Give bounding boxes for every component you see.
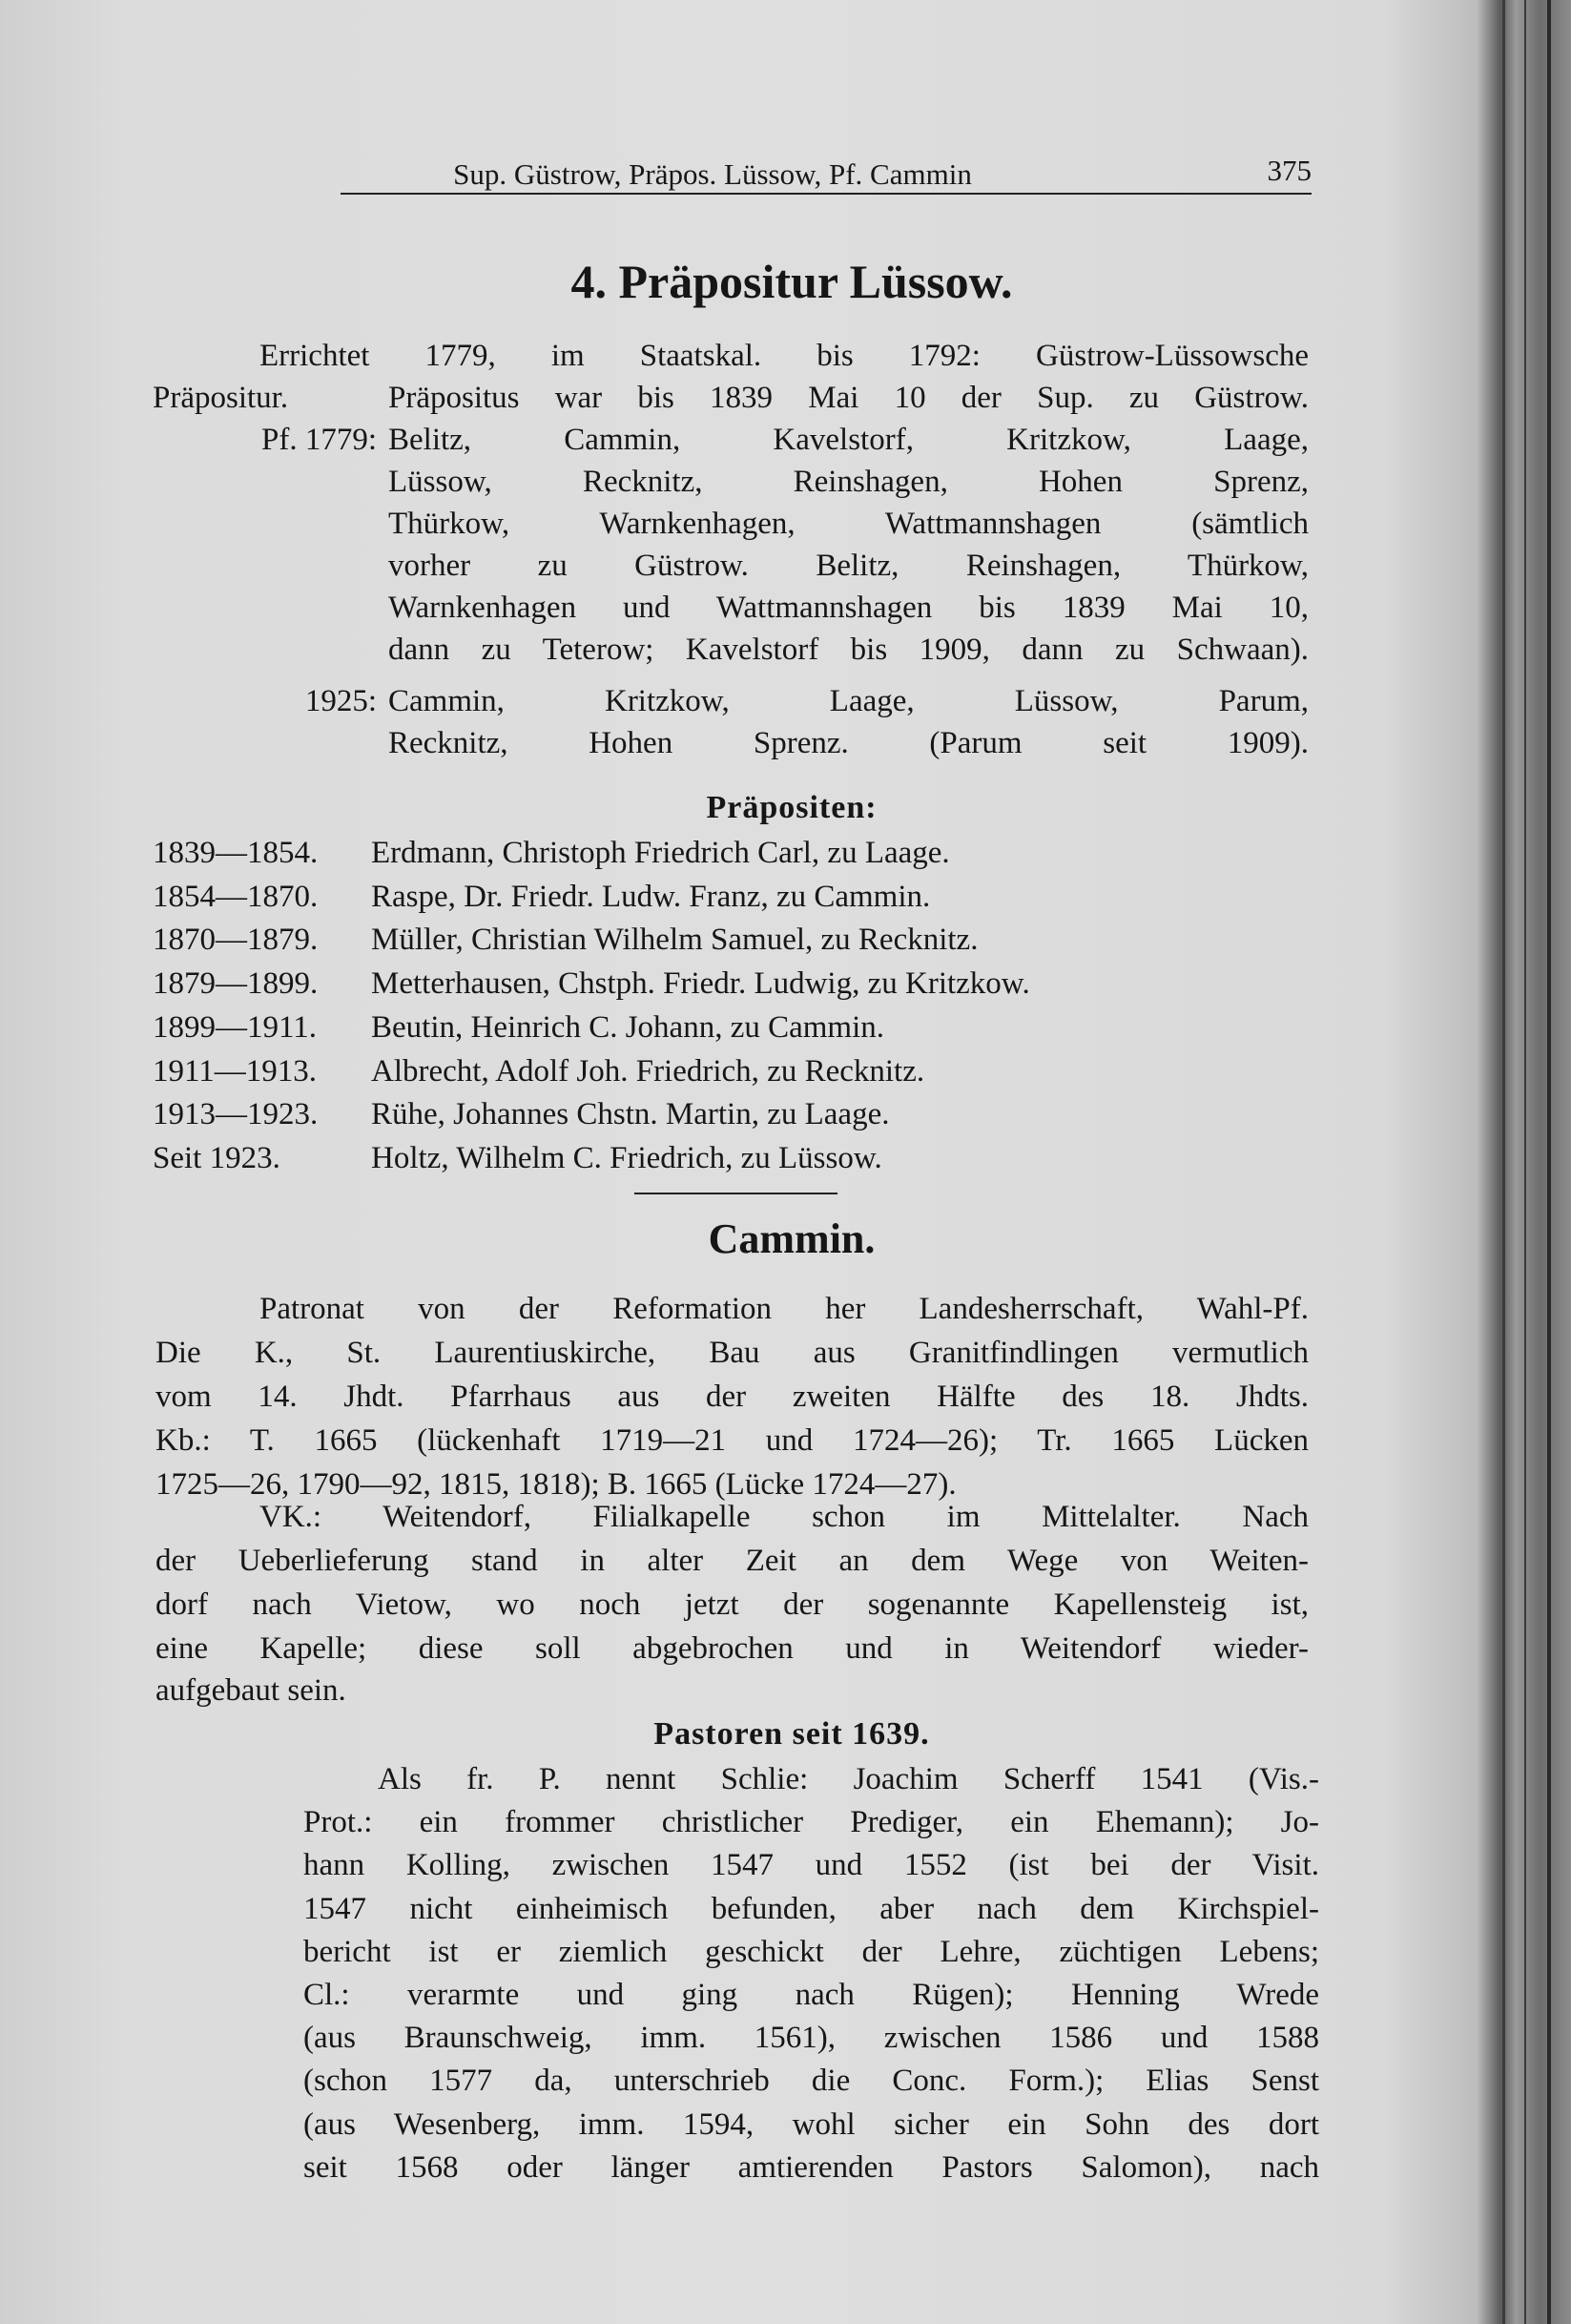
page-number: 375 — [1267, 154, 1312, 187]
label-1925: 1925: — [304, 684, 377, 718]
binding-edge — [1502, 0, 1505, 2324]
praepositen-heading: Präpositen: — [706, 790, 878, 825]
intro-line: Recknitz, Hohen Sprenz. (Parum seit 1909). — [388, 726, 1309, 760]
pastoren-text-line: Cl.: verarmte und ging nach Rügen); Henning Wrede — [303, 1978, 1319, 2012]
pastoren-text-line: (aus Braunschweig, imm. 1561), zwischen 1586 und 1588 — [303, 2021, 1319, 2056]
label-praepositur: Präpositur. — [153, 381, 289, 415]
label-pf-1779: Pf. 1779: — [260, 423, 377, 457]
praepositus-name: Albrecht, Adolf Joh. Friedrich, zu Recknitz. — [371, 1053, 925, 1089]
cammin-text-line: der Ueberlieferung stand in alter Zeit an dem Wege von Weiten- — [155, 1544, 1309, 1578]
praepositus-years: 1870—1879. — [153, 923, 319, 958]
praepositus-name: Erdmann, Christoph Friedrich Carl, zu Laage. — [371, 836, 950, 870]
cammin-text-line: Die K., St. Laurentiuskirche, Bau aus Granitfindlingen vermutlich — [155, 1336, 1309, 1370]
pastoren-text-line: hann Kolling, zwischen 1547 und 1552 (ist bei der Visit. — [303, 1848, 1319, 1883]
intro-line: Errichtet 1779, im Staatskal. bis 1792: Güstrow-Lüssowsche — [259, 339, 1309, 373]
pastoren-text-line: (schon 1577 da, unterschrieb die Conc. Form.); Elias Senst — [303, 2064, 1319, 2099]
cammin-text-line: Patronat von der Reformation her Landesherrschaft, Wahl-Pf. — [259, 1292, 1309, 1326]
running-title: Sup. Güstrow, Präpos. Lüssow, Pf. Cammin — [453, 157, 972, 191]
praepositus-years: Seit 1923. — [153, 1140, 280, 1175]
praepositus-years: 1899—1911. — [153, 1009, 318, 1045]
cammin-heading: Cammin. — [708, 1215, 876, 1262]
binding-edge — [1524, 0, 1526, 2324]
praepositus-years: 1854—1870. — [153, 879, 319, 914]
cammin-text-line: Kb.: T. 1665 (lückenhaft 1719—21 und 1724—26); Tr. 1665 Lücken — [155, 1423, 1309, 1458]
praepositus-years: 1913—1923. — [153, 1097, 319, 1132]
cammin-text-line: aufgebaut sein. — [155, 1673, 346, 1708]
intro-line: Warnkenhagen und Wattmannshagen bis 1839 Mai 10, — [388, 591, 1309, 625]
praepositus-name: Holtz, Wilhelm C. Friedrich, zu Lüssow. — [371, 1140, 882, 1175]
cammin-text-line: vom 14. Jhdt. Pfarrhaus aus der zweiten Hälfte des 18. Jhdts. — [155, 1380, 1309, 1414]
praepositus-years: 1911—1913. — [153, 1053, 318, 1089]
section-divider — [634, 1193, 837, 1194]
pastoren-text-line: 1547 nicht einheimisch befunden, aber nach dem Kirchspiel- — [303, 1891, 1319, 1926]
cammin-text-line: eine Kapelle; diese soll abgebrochen und in Weitendorf wieder- — [155, 1631, 1309, 1666]
header-rule — [341, 193, 1312, 195]
praepositus-name: Rühe, Johannes Chstn. Martin, zu Laage. — [371, 1097, 890, 1132]
intro-line: Cammin, Kritzkow, Laage, Lüssow, Parum, — [388, 684, 1309, 718]
praepositus-years: 1839—1854. — [153, 836, 319, 870]
intro-line: Thürkow, Warnkenhagen, Wattmannshagen (sämtlich — [388, 507, 1309, 541]
intro-line: Präpositus war bis 1839 Mai 10 der Sup. zu Güstrow. — [388, 381, 1309, 415]
praepositus-name: Beutin, Heinrich C. Johann, zu Cammin. — [371, 1009, 885, 1045]
pastoren-text-line: Prot.: ein frommer christlicher Prediger, ein Ehemann); Jo- — [303, 1805, 1319, 1840]
cammin-text-line: 1725—26, 1790—92, 1815, 1818); B. 1665 (Lücke 1724—27). — [155, 1467, 957, 1502]
intro-line: dann zu Teterow; Kavelstorf bis 1909, dann zu Schwaan). — [388, 633, 1309, 667]
intro-line: Belitz, Cammin, Kavelstorf, Kritzkow, Laage, — [388, 423, 1309, 457]
pastoren-text-line: Als fr. P. nennt Schlie: Joachim Scherff 1541 (Vis.- — [378, 1762, 1319, 1796]
pastoren-text-line: bericht ist er ziemlich geschickt der Lehre, züchtigen Lebens; — [303, 1934, 1319, 1969]
pastoren-text-line: seit 1568 oder länger amtierenden Pastors Salomon), nach — [303, 2149, 1319, 2185]
pastoren-text-line: (aus Wesenberg, imm. 1594, wohl sicher ein Sohn des dort — [303, 2106, 1319, 2142]
intro-line: vorher zu Güstrow. Belitz, Reinshagen, Thürkow, — [388, 549, 1309, 583]
praepositus-name: Müller, Christian Wilhelm Samuel, zu Recknitz. — [371, 923, 979, 958]
praepositus-name: Metterhausen, Chstph. Friedr. Ludwig, zu Kritzkow. — [371, 966, 1030, 1002]
section-title: 4. Präpositur Lüssow. — [570, 255, 1013, 308]
cammin-text-line: dorf nach Vietow, wo noch jetzt der sogenannte Kapellensteig ist, — [155, 1587, 1309, 1622]
cammin-text-line: VK.: Weitendorf, Filialkapelle schon im Mittelalter. Nach — [259, 1500, 1309, 1534]
pastoren-heading: Pastoren seit 1639. — [653, 1716, 930, 1752]
praepositus-name: Raspe, Dr. Friedr. Ludw. Franz, zu Cammin. — [371, 879, 931, 914]
binding-edge — [1547, 0, 1551, 2324]
intro-line: Lüssow, Recknitz, Reinshagen, Hohen Sprenz, — [388, 465, 1309, 499]
praepositus-years: 1879—1899. — [153, 966, 319, 1002]
